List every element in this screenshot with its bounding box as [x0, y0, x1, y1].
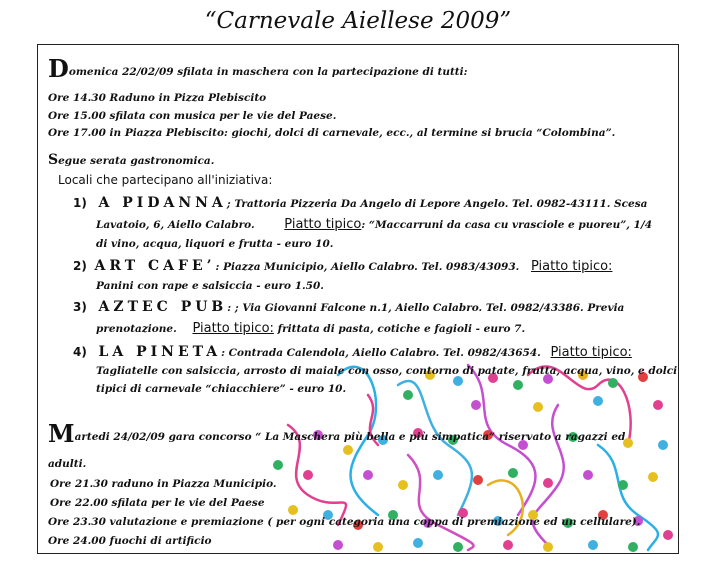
venue-1-num: 1) [73, 196, 87, 210]
venue-3-address: : ; Via Giovanni Falcone n.1, Aiello Calabro. Tel. 0982/43386. Previa [227, 302, 625, 314]
venue-2-name: ART CAFE’ [94, 258, 216, 274]
segue-line [48, 152, 214, 168]
venue-3-note: prenotazione. [96, 323, 177, 335]
venue-1-name: A PIDANNA [98, 195, 227, 211]
venue-4-line3: tipici di carnevale “chiacchiere” - euro 10. [96, 383, 347, 395]
martedi-line: Ore 24.00 fuochi di artificio [48, 535, 212, 547]
martedi-heading [48, 419, 626, 448]
venue-3-num: 3) [73, 300, 87, 314]
locali-intro: Locali che partecipano all'iniziativa: [58, 173, 273, 187]
venue-2-address: : Piazza Municipio, Aiello Calabro. Tel. 0983/43093. [215, 261, 520, 273]
venue-2-piatto: Piatto tipico: [530, 259, 613, 274]
venue-3-name: AZTEC PUB [98, 299, 228, 315]
venue-2-line [73, 258, 612, 274]
martedi-line: Ore 22.00 sfilata per le vie del Paese [50, 497, 265, 509]
venue-2-dish: Panini con rape e salsiccia - euro 1.50. [96, 280, 324, 292]
venue-4-address: : Contrada Calendola, Aiello Calabro. Tel. 0982/43654. [221, 347, 541, 359]
venue-3-line [73, 299, 624, 315]
venue-1-line2 [96, 217, 652, 232]
venue-1-dish: : “Maccarruni da casa cu vrasciole e puoreu”, 1/4 [361, 219, 653, 231]
martedi-line: Ore 21.30 raduno in Piazza Municipio. [50, 478, 277, 490]
segue-text: egue serata gastronomica. [58, 155, 215, 167]
venue-4-dish: Tagliatelle con salsiccia, arrosto di maiale con osso, contorno di patate, frutta, acqua, vino, e dolci [96, 365, 678, 377]
domenica-initial: D [48, 54, 69, 83]
domenica-text: omenica 22/02/09 sfilata in maschera con la partecipazione di tutti: [68, 66, 468, 78]
venue-3-piatto: Piatto tipico: [192, 321, 274, 336]
venue-3-line2 [96, 321, 525, 336]
venue-3-dish: frittata di pasta, cotiche e fagioli - euro 7. [277, 323, 526, 335]
venue-4-line [73, 344, 632, 360]
venue-4-piatto: Piatto tipico: [550, 345, 632, 360]
page-title: “Carnevale Aiellese 2009” [204, 8, 512, 34]
venue-4-num: 4) [73, 345, 87, 359]
domenica-line: Ore 17.00 in Piazza Plebiscito: giochi, dolci di carnevale, ecc., al termine si brucia “Colombina”. [48, 127, 616, 139]
venue-1-piatto: Piatto tipico [284, 217, 362, 232]
martedi-cont: adulti. [48, 458, 87, 470]
flyer-frame [37, 44, 679, 554]
segue-initial: S [48, 152, 59, 168]
venue-1-line [73, 195, 647, 211]
martedi-initial: M [48, 419, 75, 448]
venue-1-city: Lavatoio, 6, Aiello Calabro. [96, 219, 255, 231]
venue-1-line3: di vino, acqua, liquori e frutta - euro 10. [96, 238, 334, 250]
venue-4-name: LA PINETA [98, 344, 222, 360]
domenica-line: Ore 14.30 Raduno in Pizza Plebiscito [48, 92, 267, 104]
domenica-line: Ore 15.00 sfilata con musica per le vie del Paese. [48, 110, 337, 122]
venue-1-address: ; Trattoria Pizzeria Da Angelo di Lepore Angelo. Tel. 0982-43111. Scesa [226, 198, 648, 210]
martedi-line: Ore 23.30 valutazione e premiazione ( per ogni categoria una coppa di premiazione ed un cellulare). [48, 516, 641, 528]
domenica-heading [48, 54, 468, 83]
martedi-text: artedi 24/02/09 gara concorso “ La Maschera più bella e più simpatica” riservato a ragazzi ed [74, 431, 626, 443]
venue-2-num: 2) [73, 259, 87, 273]
